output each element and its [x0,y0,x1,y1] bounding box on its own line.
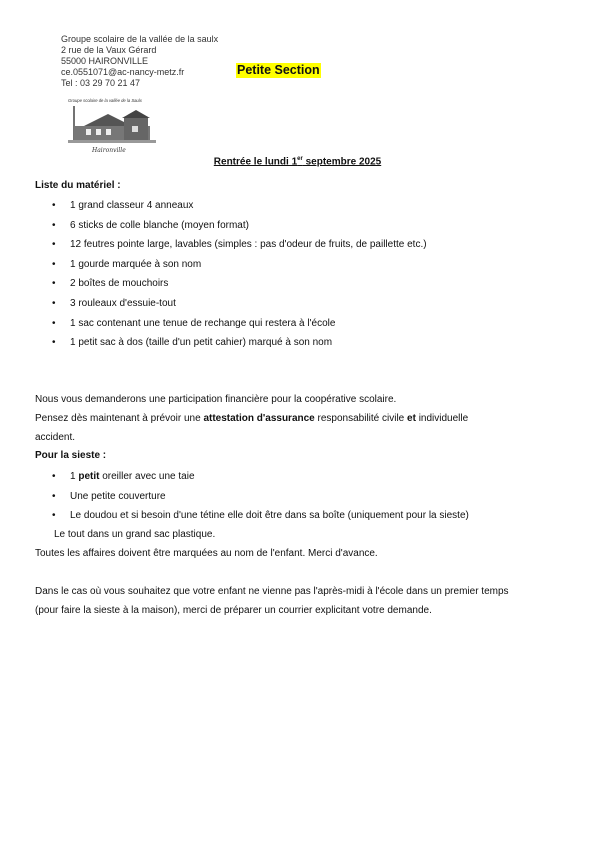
marked-paragraph: Toutes les affaires doivent être marquées au nom de l'enfant. Merci d'avance. [35,548,378,559]
school-logo [66,96,158,156]
section-badge: Petite Section [237,63,320,77]
list-item: • 6 sticks de colle blanche (moyen format) [52,219,249,231]
list-item: • Le doudou et si besoin d'une tétine elle doit être dans sa boîte (uniquement pour la sieste) [52,510,469,522]
materials-heading: Liste du matériel : [35,180,121,191]
sieste-heading: Pour la sieste : [35,450,107,461]
address-line: 55000 HAIRONVILLE [61,56,149,66]
list-item: • 1 petit sac à dos (taille d'un petit cahier) marqué à son nom [52,337,333,349]
list-item: • 1 gourde marquée à son nom [52,258,202,270]
logo-caption: Groupe scolaire de la vallée de la Saulx [68,98,142,103]
list-item: • Une petite couverture [52,490,166,502]
sieste-note: Le tout dans un grand sac plastique. [54,529,216,540]
school-address [61,34,218,89]
address-line: 2 rue de la Vaux Gérard [61,45,157,55]
list-item: • 1 petit oreiller avec une taie [52,471,195,482]
coop-paragraph: Nous vous demanderons une participation financière pour la coopérative scolaire. [35,394,397,405]
afternoon-paragraph-line: Dans le cas où vous souhaitez que votre enfant ne vienne pas l'après-midi à l'école dans un premier temps [35,586,509,597]
address-line: Tel : 03 29 70 21 47 [61,78,141,88]
list-item: • 3 rouleaux d'essuie-tout [52,297,176,309]
insurance-paragraph: Pensez dès maintenant à prévoir une attestation d'assurance responsabilité civile et individuelle [35,413,469,424]
logo-signature: Haironville [92,147,126,154]
address-line: ce.0551071@ac-nancy-metz.fr [61,67,185,77]
list-item: • 1 sac contenant une tenue de rechange qui restera à l'école [52,317,336,329]
address-line: Groupe scolaire de la vallée de la saulx [61,34,219,44]
page-title: Rentrée le lundi 1er septembre 2025 [213,156,382,168]
list-item: • 12 feutres pointe large, lavables (simples : pas d'odeur de fruits, de paillette etc.) [52,239,427,251]
list-item: • 2 boîtes de mouchoirs [52,278,169,290]
sieste-list [52,470,469,529]
afternoon-paragraph-line: (pour faire la sieste à la maison), merci de préparer un courrier explicitant votre demande. [35,605,432,616]
materials-list [52,199,427,356]
list-item: • 1 grand classeur 4 anneaux [52,200,194,211]
insurance-paragraph-end: accident. [35,432,76,443]
